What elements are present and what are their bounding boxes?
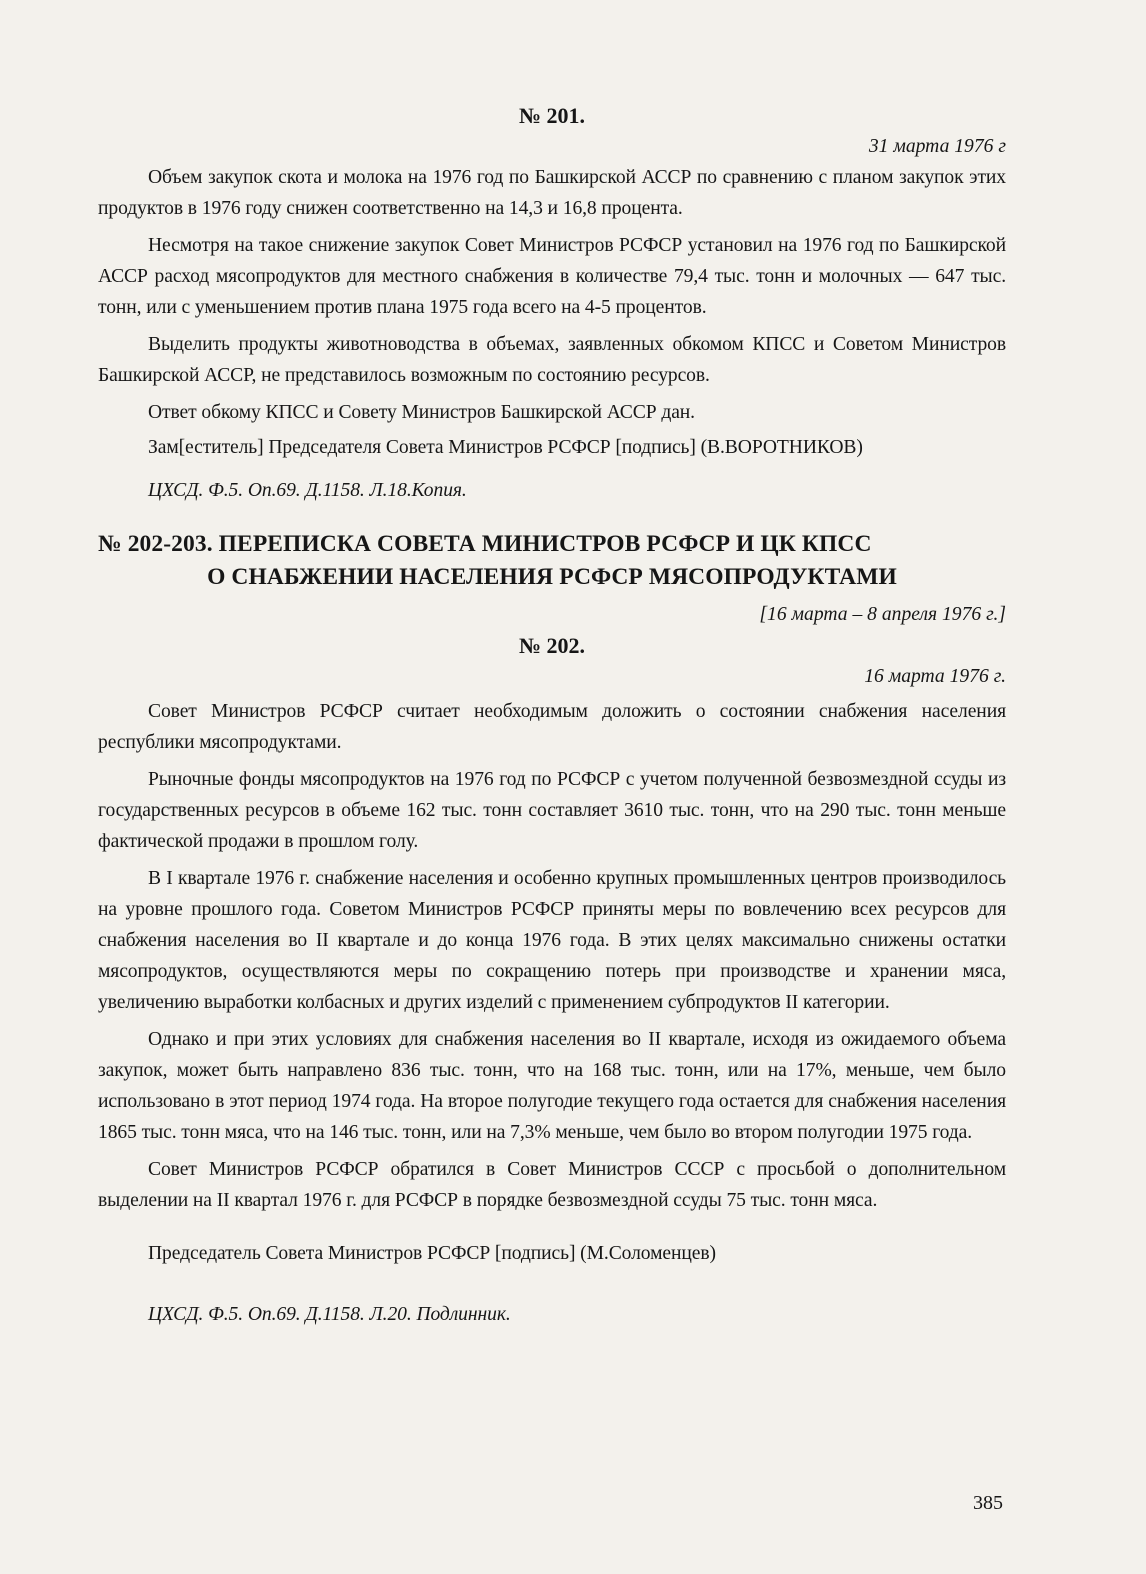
doc-201-signature: Зам[еститель] Председателя Совета Министров РСФСР [подпись] (В.ВОРОТНИКОВ) — [148, 437, 863, 458]
doc-201-date: 31 марта 1976 г — [868, 136, 1006, 157]
document-page — [98, 100, 1006, 1330]
doc-202-paragraph: Совет Министров РСФСР обратился в Совет Министров СССР с просьбой о дополнительном выделении на II квартал 1976 г. для РСФСР в порядке безвозмездной ссуды 75 тыс. тонн мяса. — [98, 1159, 1006, 1211]
doc-202-paragraph: Совет Министров РСФСР считает необходимым доложить о состоянии снабжения населения республики мясопродуктами. — [98, 701, 1006, 753]
doc-201-paragraph: Несмотря на такое снижение закупок Совет Министров РСФСР установил на 1976 год по Башкирской АССР расход мясопродуктов для местного снабжения в количестве 79,4 тыс. тонн и молочных — 647 тыс. тонн, или с уменьшением против плана 1975 года всего на 4-5 процентов. — [98, 235, 1006, 318]
page-number: 385 — [973, 1492, 1003, 1514]
doc-201-paragraph: Выделить продукты животноводства в объемах, заявленных обкомом КПСС и Советом Министров Башкирской АССР, не представилось возможным по состоянию ресурсов. — [98, 334, 1006, 386]
section-heading-line1: № 202-203. ПЕРЕПИСКА СОВЕТА МИНИСТРОВ РСФСР И ЦК КПСС — [98, 531, 872, 557]
doc-202-paragraph: Однако и при этих условиях для снабжения населения во II квартале, исходя из ожидаемого объема закупок, может быть направлено 836 тыс. тонн, что на 168 тыс. тонн, или на 17%, меньше, чем было использовано в этот период 1974 года. На второе полугодие текущего года остается для снабжения населения 1865 тыс. тонн мяса, что на 146 тыс. тонн, или на 7,3% меньше, чем было во втором полугодии 1975 года. — [98, 1029, 1006, 1143]
section-heading — [98, 528, 1006, 594]
doc-202-archive-ref: ЦХСД. Ф.5. Оп.69. Д.1158. Л.20. Подлинник. — [148, 1304, 511, 1325]
doc-201-number: № 201. — [518, 103, 586, 128]
doc-202-signature: Председатель Совета Министров РСФСР [подпись] (М.Соломенцев) — [148, 1243, 716, 1264]
doc-202-paragraph: В I квартале 1976 г. снабжение населения и особенно крупных промышленных центров производилось на уровне прошлого года. Советом Министров РСФСР приняты меры по вовлечению всех ресурсов для снабжения населения во II квартале и до конца 1976 года. В этих целях максимально снижены остатки мясопродуктов, осуществляются меры по сокращению потерь при производстве и хранении мяса, увеличению выработки колбасных и других изделий с применением субпродуктов II категории. — [98, 868, 1006, 1013]
doc-202-number: № 202. — [518, 633, 586, 658]
doc-201-archive-ref: ЦХСД. Ф.5. Оп.69. Д.1158. Л.18.Копия. — [148, 480, 467, 501]
doc-202-date: 16 марта 1976 г. — [864, 666, 1006, 687]
section-heading-line2: О СНАБЖЕНИИ НАСЕЛЕНИЯ РСФСР МЯСОПРОДУКТАМИ — [207, 564, 897, 590]
section-date-range: [16 марта – 8 апреля 1976 г.] — [759, 604, 1006, 625]
doc-202-paragraph: Рыночные фонды мясопродуктов на 1976 год по РСФСР с учетом полученной безвозмездной ссуды из государственных ресурсов в объеме 162 тыс. тонн составляет 3610 тыс. тонн, что на 290 тыс. тонн меньше фактической продажи в прошлом голу. — [98, 769, 1006, 852]
doc-201-paragraph: Объем закупок скота и молока на 1976 год по Башкирской АССР по сравнению с планом закупок этих продуктов в 1976 году снижен соответственно на 14,3 и 16,8 процента. — [98, 167, 1006, 219]
doc-201-paragraph: Ответ обкому КПСС и Совету Министров Башкирской АССР дан. — [148, 402, 695, 423]
